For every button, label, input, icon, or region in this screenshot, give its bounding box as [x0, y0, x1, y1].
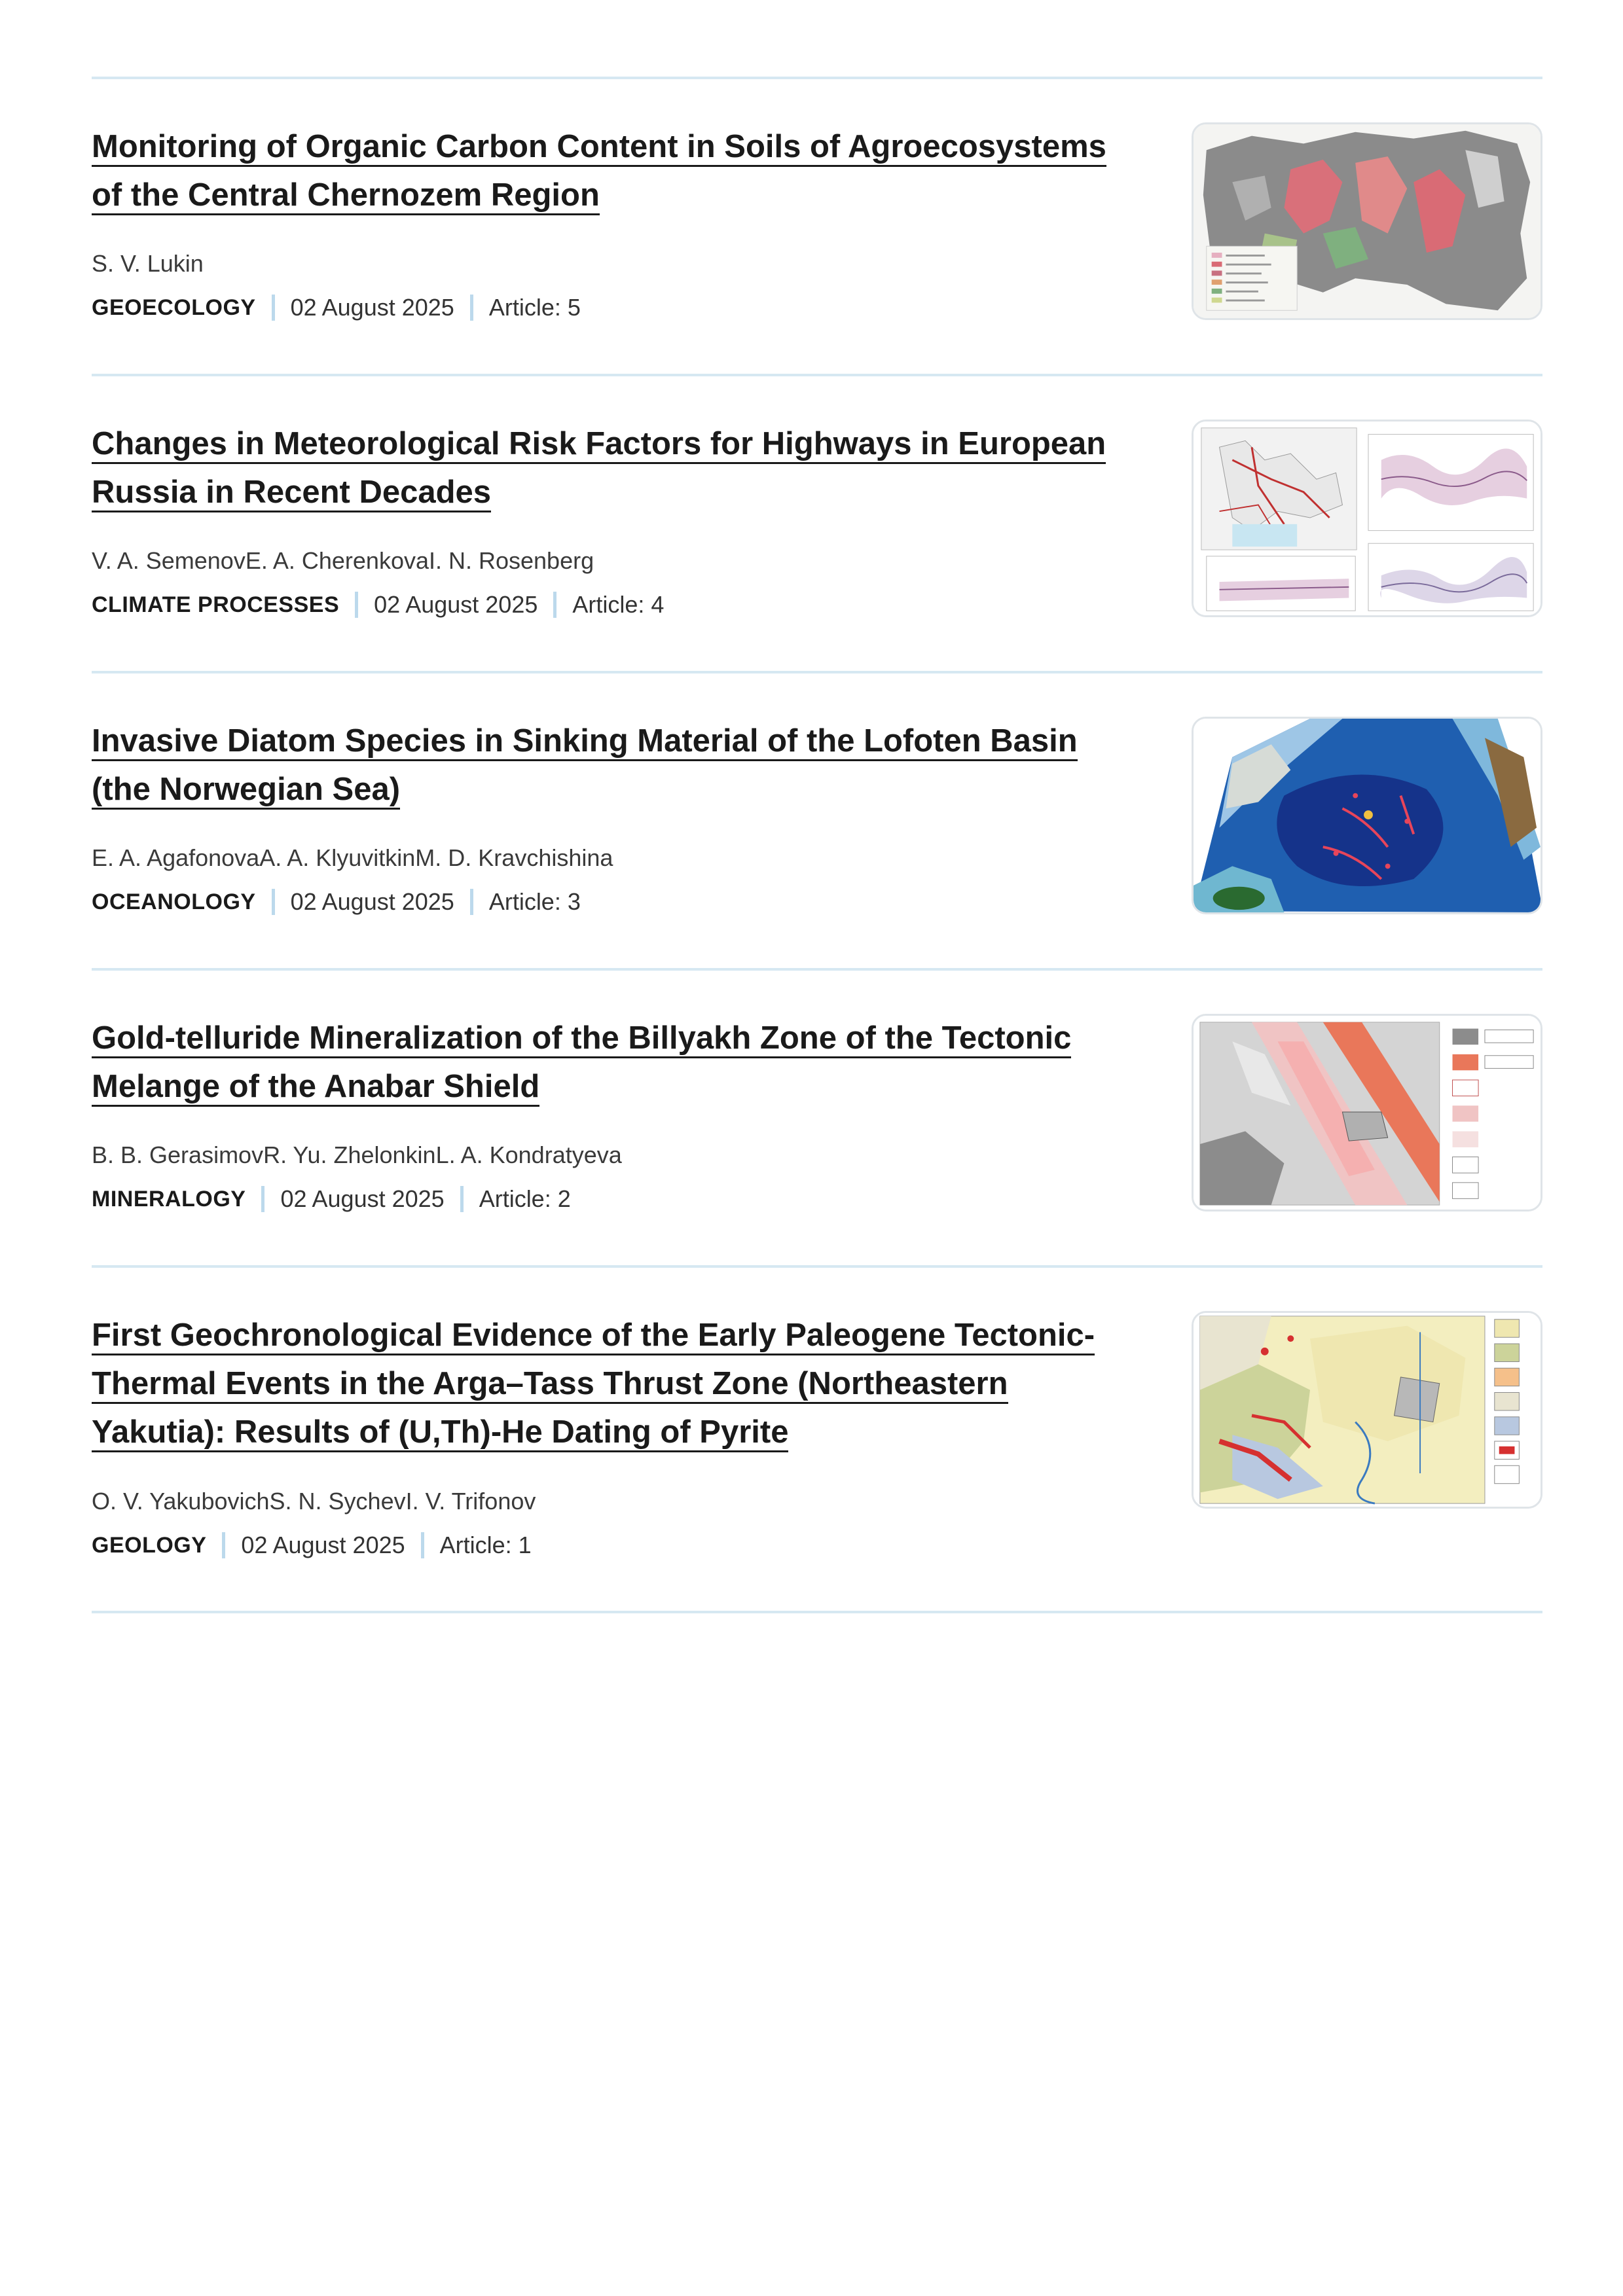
article-number: Article: 2	[479, 1185, 571, 1212]
geologic-map-image	[1194, 1016, 1541, 1210]
article-title-line[interactable]: Melange of the Anabar Shield	[92, 1069, 539, 1107]
bathymetry-map-image	[1194, 719, 1541, 912]
article-meta	[92, 888, 581, 916]
meta-divider	[421, 1532, 424, 1558]
meta-divider	[222, 1532, 225, 1558]
article-category[interactable]: MINERALOGY	[92, 1186, 246, 1211]
tectonic-map-image	[1194, 1313, 1541, 1507]
article-authors: B. B. GerasimovR. Yu. ZhelonkinL. A. Kondratyeva	[92, 1141, 622, 1168]
article-title-line[interactable]: Russia in Recent Decades	[92, 475, 491, 512]
article-date: 02 August 2025	[241, 1532, 405, 1558]
meta-divider	[553, 592, 556, 618]
article-number: Article: 4	[572, 591, 665, 618]
article-category[interactable]: GEOECOLOGY	[92, 295, 256, 320]
article-title-line[interactable]: Gold-telluride Mineralization of the Billyakh Zone of the Tectonic	[92, 1020, 1071, 1058]
article-title-line[interactable]: Changes in Meteorological Risk Factors for Highways in European	[92, 426, 1106, 464]
climate-charts-image	[1194, 422, 1541, 615]
separator	[92, 1611, 1542, 1613]
article-number: Article: 5	[488, 294, 581, 321]
article-thumbnail[interactable]	[1192, 717, 1542, 914]
article-meta	[92, 591, 664, 619]
article-item	[92, 717, 1542, 926]
article-thumbnail[interactable]	[1192, 1311, 1542, 1509]
article-item	[92, 420, 1542, 629]
article-category[interactable]: OCEANOLOGY	[92, 889, 256, 914]
article-title-line[interactable]: Invasive Diatom Species in Sinking Material of the Lofoten Basin	[92, 723, 1078, 761]
article-title-line[interactable]: Yakutia): Results of (U,Th)-He Dating of Pyrite	[92, 1414, 788, 1452]
article-thumbnail[interactable]	[1192, 420, 1542, 617]
article-title-line[interactable]: of the Central Chernozem Region	[92, 177, 600, 215]
article-thumbnail[interactable]	[1192, 122, 1542, 320]
meta-divider	[470, 295, 473, 321]
article-title-line[interactable]: First Geochronological Evidence of the Early Paleogene Tectonic-	[92, 1318, 1095, 1355]
meta-divider	[470, 889, 473, 915]
article-authors: O. V. YakubovichS. N. SychevI. V. Trifonov	[92, 1488, 536, 1515]
article-title[interactable]	[92, 122, 1152, 219]
separator	[92, 671, 1542, 673]
meta-divider	[261, 1186, 264, 1212]
article-title[interactable]	[92, 1014, 1152, 1111]
article-thumbnail[interactable]	[1192, 1014, 1542, 1211]
separator	[92, 77, 1542, 79]
article-item	[92, 1311, 1542, 1573]
meta-divider	[460, 1186, 464, 1212]
meta-divider	[272, 889, 275, 915]
article-authors: S. V. Lukin	[92, 250, 204, 277]
article-date: 02 August 2025	[280, 1185, 445, 1212]
article-item	[92, 122, 1542, 332]
article-authors: E. A. AgafonovaA. A. KlyuvitkinM. D. Kravchishina	[92, 844, 613, 871]
article-number: Article: 1	[439, 1532, 532, 1558]
article-category[interactable]: GEOLOGY	[92, 1532, 207, 1558]
article-category[interactable]: CLIMATE PROCESSES	[92, 592, 340, 617]
article-authors: V. A. SemenovE. A. CherenkovaI. N. Rosenberg	[92, 547, 594, 574]
separator	[92, 1265, 1542, 1268]
separator	[92, 968, 1542, 971]
article-title-line[interactable]: Thermal Events in the Arga–Tass Thrust Zone (Northeastern	[92, 1366, 1008, 1404]
article-meta	[92, 294, 581, 321]
article-title[interactable]	[92, 420, 1152, 516]
article-number: Article: 3	[488, 888, 581, 915]
soil-map-image	[1194, 124, 1541, 318]
meta-divider	[272, 295, 275, 321]
article-meta	[92, 1185, 571, 1213]
article-title[interactable]	[92, 717, 1152, 814]
article-meta	[92, 1532, 532, 1559]
article-date: 02 August 2025	[290, 294, 454, 321]
meta-divider	[355, 592, 358, 618]
article-date: 02 August 2025	[290, 888, 454, 915]
article-item	[92, 1014, 1542, 1223]
article-title-line[interactable]: (the Norwegian Sea)	[92, 772, 400, 810]
article-title[interactable]	[92, 1311, 1152, 1456]
article-date: 02 August 2025	[374, 591, 538, 618]
article-title-line[interactable]: Monitoring of Organic Carbon Content in Soils of Agroecosystems	[92, 129, 1106, 167]
separator	[92, 374, 1542, 376]
